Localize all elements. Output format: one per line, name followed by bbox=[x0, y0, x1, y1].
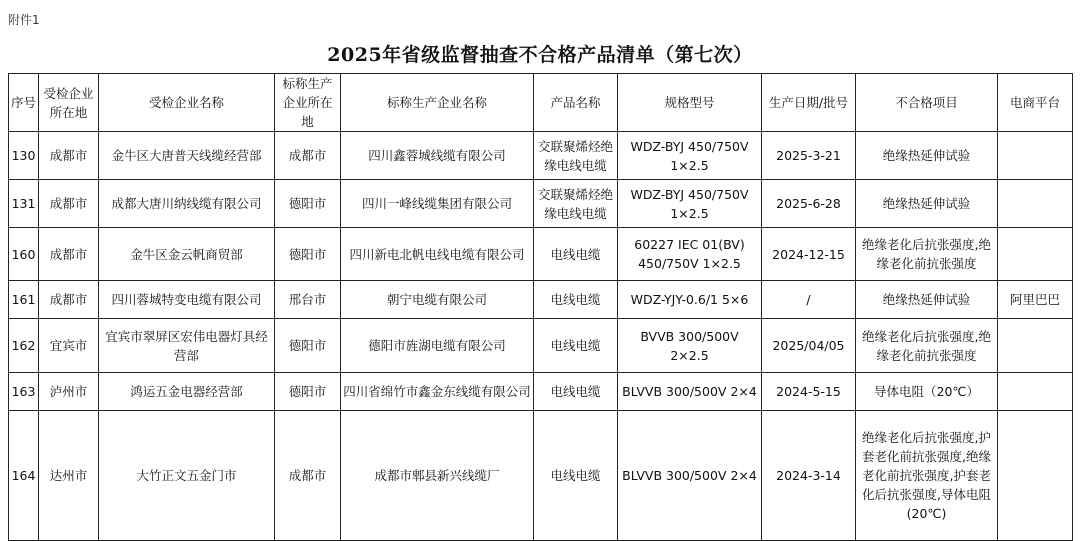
production-date-cell: 2024-5-15 bbox=[762, 373, 856, 411]
inspected-company-cell: 金牛区金云帆商贸部 bbox=[99, 228, 275, 281]
manufacturer-name-cell: 四川省绵竹市鑫金东线缆有限公司 bbox=[341, 373, 534, 411]
row-number-cell: 163 bbox=[9, 373, 39, 411]
product-name-cell: 交联聚烯烃绝缘电线电缆 bbox=[534, 132, 618, 180]
model-spec-cell: BLVVB 300/500V 2×4 bbox=[618, 411, 762, 541]
inspected-city-cell: 成都市 bbox=[39, 228, 99, 281]
product-name-cell: 电线电缆 bbox=[534, 228, 618, 281]
failed-item-cell: 绝缘热延伸试验 bbox=[856, 180, 998, 228]
product-name-cell: 电线电缆 bbox=[534, 373, 618, 411]
nonconforming-products-table bbox=[8, 73, 1073, 541]
product-name-cell: 电线电缆 bbox=[534, 319, 618, 373]
production-date-cell: 2025/04/05 bbox=[762, 319, 856, 373]
failed-item-cell: 绝缘热延伸试验 bbox=[856, 281, 998, 319]
header-cell: 电商平台 bbox=[998, 74, 1073, 132]
ecommerce-platform-cell bbox=[998, 180, 1073, 228]
row-number-cell: 131 bbox=[9, 180, 39, 228]
manufacturer-city-cell: 成都市 bbox=[275, 132, 341, 180]
product-name-cell: 电线电缆 bbox=[534, 281, 618, 319]
ecommerce-platform-cell bbox=[998, 132, 1073, 180]
model-spec-cell: BVVB 300/500V 2×2.5 bbox=[618, 319, 762, 373]
table-row bbox=[9, 228, 1073, 281]
manufacturer-name-cell: 朝宁电缆有限公司 bbox=[341, 281, 534, 319]
header-cell: 受检企业所在地 bbox=[39, 74, 99, 132]
inspected-city-cell: 达州市 bbox=[39, 411, 99, 541]
production-date-cell: 2025-3-21 bbox=[762, 132, 856, 180]
inspected-city-cell: 成都市 bbox=[39, 180, 99, 228]
inspected-city-cell: 宜宾市 bbox=[39, 319, 99, 373]
ecommerce-platform-cell bbox=[998, 411, 1073, 541]
inspected-company-cell: 宜宾市翠屏区宏伟电器灯具经营部 bbox=[99, 319, 275, 373]
header-cell: 产品名称 bbox=[534, 74, 618, 132]
manufacturer-city-cell: 德阳市 bbox=[275, 180, 341, 228]
table-row bbox=[9, 411, 1073, 541]
manufacturer-name-cell: 成都市郫县新兴线缆厂 bbox=[341, 411, 534, 541]
failed-item-cell: 绝缘老化后抗张强度,护套老化前抗张强度,绝缘老化前抗张强度,护套老化后抗张强度,导体电阻(20℃) bbox=[856, 411, 998, 541]
row-number-cell: 160 bbox=[9, 228, 39, 281]
table-header-row bbox=[9, 74, 1073, 132]
ecommerce-platform-cell bbox=[998, 228, 1073, 281]
ecommerce-platform-cell bbox=[998, 319, 1073, 373]
product-name-cell: 电线电缆 bbox=[534, 411, 618, 541]
table-row bbox=[9, 180, 1073, 228]
inspected-company-cell: 成都大唐川纳线缆有限公司 bbox=[99, 180, 275, 228]
header-cell: 序号 bbox=[9, 74, 39, 132]
header-cell: 标称生产企业所在地 bbox=[275, 74, 341, 132]
document-title: 2025年省级监督抽查不合格产品清单（第七次） bbox=[327, 44, 753, 66]
manufacturer-city-cell: 德阳市 bbox=[275, 373, 341, 411]
header-cell: 规格型号 bbox=[618, 74, 762, 132]
table-row bbox=[9, 281, 1073, 319]
production-date-cell: 2025-6-28 bbox=[762, 180, 856, 228]
inspected-company-cell: 大竹正文五金门市 bbox=[99, 411, 275, 541]
inspected-city-cell: 成都市 bbox=[39, 281, 99, 319]
manufacturer-city-cell: 德阳市 bbox=[275, 319, 341, 373]
failed-item-cell: 绝缘老化后抗张强度,绝缘老化前抗张强度 bbox=[856, 319, 998, 373]
manufacturer-name-cell: 四川鑫蓉城线缆有限公司 bbox=[341, 132, 534, 180]
model-spec-cell: 60227 IEC 01(BV) 450/750V 1×2.5 bbox=[618, 228, 762, 281]
ecommerce-platform-cell bbox=[998, 373, 1073, 411]
header-cell: 标称生产企业名称 bbox=[341, 74, 534, 132]
ecommerce-platform-cell: 阿里巴巴 bbox=[998, 281, 1073, 319]
model-spec-cell: BLVVB 300/500V 2×4 bbox=[618, 373, 762, 411]
model-spec-cell: WDZ-BYJ 450/750V 1×2.5 bbox=[618, 180, 762, 228]
product-name-cell: 交联聚烯烃绝缘电线电缆 bbox=[534, 180, 618, 228]
inspected-company-cell: 金牛区大唐普天线缆经营部 bbox=[99, 132, 275, 180]
manufacturer-name-cell: 四川新电北帆电线电缆有限公司 bbox=[341, 228, 534, 281]
inspected-city-cell: 泸州市 bbox=[39, 373, 99, 411]
table-row bbox=[9, 319, 1073, 373]
production-date-cell: / bbox=[762, 281, 856, 319]
row-number-cell: 164 bbox=[9, 411, 39, 541]
header-cell: 受检企业名称 bbox=[99, 74, 275, 132]
model-spec-cell: WDZ-YJY-0.6/1 5×6 bbox=[618, 281, 762, 319]
manufacturer-city-cell: 邢台市 bbox=[275, 281, 341, 319]
model-spec-cell: WDZ-BYJ 450/750V 1×2.5 bbox=[618, 132, 762, 180]
manufacturer-name-cell: 德阳市旌湖电缆有限公司 bbox=[341, 319, 534, 373]
row-number-cell: 130 bbox=[9, 132, 39, 180]
manufacturer-city-cell: 德阳市 bbox=[275, 228, 341, 281]
attachment-label: 附件1 bbox=[8, 13, 40, 27]
failed-item-cell: 绝缘老化后抗张强度,绝缘老化前抗张强度 bbox=[856, 228, 998, 281]
manufacturer-city-cell: 成都市 bbox=[275, 411, 341, 541]
row-number-cell: 161 bbox=[9, 281, 39, 319]
header-cell: 生产日期/批号 bbox=[762, 74, 856, 132]
row-number-cell: 162 bbox=[9, 319, 39, 373]
production-date-cell: 2024-3-14 bbox=[762, 411, 856, 541]
table-row bbox=[9, 132, 1073, 180]
manufacturer-name-cell: 四川一峰线缆集团有限公司 bbox=[341, 180, 534, 228]
failed-item-cell: 导体电阻（20℃） bbox=[856, 373, 998, 411]
table-row bbox=[9, 373, 1073, 411]
failed-item-cell: 绝缘热延伸试验 bbox=[856, 132, 998, 180]
inspected-company-cell: 鸿运五金电器经营部 bbox=[99, 373, 275, 411]
inspected-company-cell: 四川蓉城特变电缆有限公司 bbox=[99, 281, 275, 319]
inspected-city-cell: 成都市 bbox=[39, 132, 99, 180]
production-date-cell: 2024-12-15 bbox=[762, 228, 856, 281]
header-cell: 不合格项目 bbox=[856, 74, 998, 132]
